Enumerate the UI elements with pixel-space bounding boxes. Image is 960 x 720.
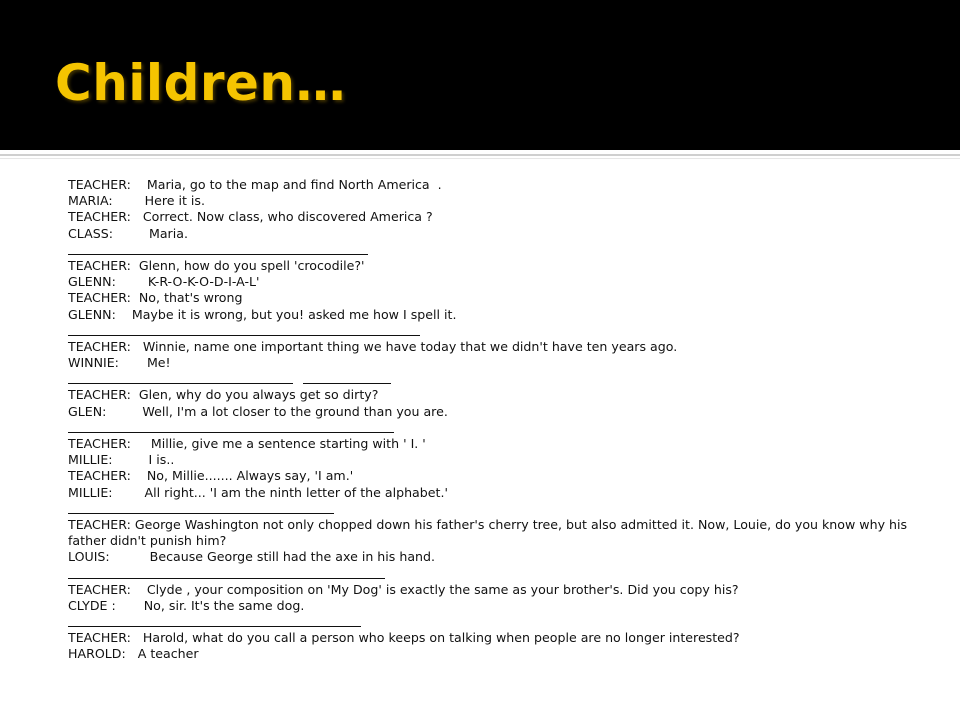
separator-line xyxy=(68,614,928,630)
dialogue-line: CLASS: Maria. xyxy=(68,225,188,241)
dialogue-line: TEACHER: Glenn, how do you spell 'crocodile?' xyxy=(68,257,365,273)
divider-line xyxy=(0,154,960,156)
dialogue-line: MILLIE: I is.. xyxy=(68,452,175,468)
separator-line xyxy=(68,323,928,339)
slide-title: Children… xyxy=(55,54,347,112)
dialogue-body xyxy=(68,177,928,663)
dialogue-line: TEACHER: Clyde , your composition on 'My Dog' is exactly the same as your brother's. Did you copy his? xyxy=(68,581,739,597)
dialogue-line: LOUIS: Because George still had the axe in his hand. xyxy=(68,549,436,565)
dialogue-line: MARIA: Here it is. xyxy=(68,193,205,209)
dialogue-line: TEACHER: Winnie, name one important thing we have today that we didn't have ten years ago. xyxy=(68,338,678,354)
dialogue-line: TEACHER: George Washington not only chopped down his father's cherry tree, but also admitted it. Now, Louie, do you know why his father didn't punish him? xyxy=(68,516,908,549)
separator-line xyxy=(68,501,928,517)
dialogue-line: TEACHER: Glen, why do you always get so dirty? xyxy=(68,387,379,403)
dialogue-line: TEACHER: Correct. Now class, who discovered America ? xyxy=(68,209,433,225)
separator-line xyxy=(68,420,928,436)
dialogue-line: GLEN: Well, I'm a lot closer to the ground than you are. xyxy=(68,403,448,419)
dialogue-line: WINNIE: Me! xyxy=(68,355,171,371)
dialogue-line: MILLIE: All right... 'I am the ninth letter of the alphabet.' xyxy=(68,484,448,500)
dialogue-line: HAROLD: A teacher xyxy=(68,646,199,662)
dialogue-line: TEACHER: No, that's wrong xyxy=(68,290,243,306)
title-band xyxy=(0,0,960,150)
dialogue-line: TEACHER: Millie, give me a sentence starting with ' I. ' xyxy=(68,436,426,451)
dialogue-line: GLENN: Maybe it is wrong, but you! asked me how I spell it. xyxy=(68,306,457,322)
dialogue-line: TEACHER: Harold, what do you call a person who keeps on talking when people are no longer interested? xyxy=(68,630,740,646)
dialogue-line: CLYDE : No, sir. It's the same dog. xyxy=(68,597,305,613)
dialogue-line: TEACHER: No, Millie....... Always say, 'I am.' xyxy=(68,468,354,484)
separator-line xyxy=(68,371,928,387)
separator-line xyxy=(68,566,928,582)
divider-line-thin xyxy=(0,158,960,159)
separator-line xyxy=(68,242,928,258)
dialogue-line: TEACHER: Maria, go to the map and find North America . xyxy=(68,177,442,192)
dialogue-line: GLENN: K-R-O-K-O-D-I-A-L' xyxy=(68,274,260,290)
